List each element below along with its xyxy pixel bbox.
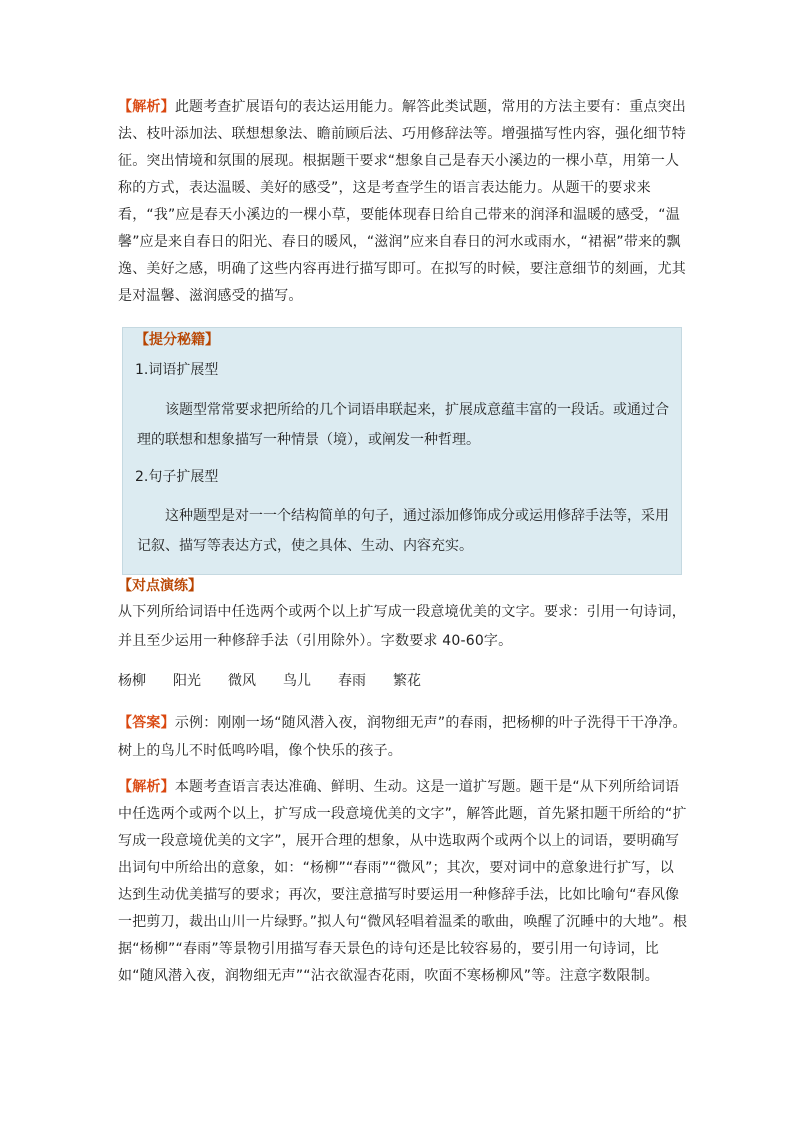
- answer-text: 示例：刚刚一场“随风潜入夜，润物细无声”的春雨，把杨柳的叶子洗得干干净净。树上的鸟儿不时低鸣吟唱，像个快乐的孩子。: [118, 715, 687, 759]
- analysis-paragraph-1: [118, 94, 688, 310]
- analysis-text-1: 此题考查扩展语句的表达运用能力。解答此类试题，常用的方法主要有：重点突出法、枝叶添加法、联想想象法、瞻前顾后法、巧用修辞法等。增强描写性内容，强化细节特征。突出情境和氛围的展现。根据题干要求“想象自己是春天小溪边的一棵小草，用第一人称的方式，表达温暖、美好的感受”，这是考查学生的语言表达能力。从题干的要求来看，“我”应是春天小溪边的一棵小草，要能体现春日给自己带来的润泽和温暖的感受，“温馨”应是来自春日的阳光、春日的暖风，“滋润”应来自春日的河水或雨水，“裙裾”带来的飘逸、美好之感，明确了这些内容再进行描写即可。在拟写的时候，要注意细节的刻画，尤其是对温馨、滋润感受的描写。: [118, 99, 687, 304]
- tips-heading-2: 2.句子扩展型: [135, 469, 219, 485]
- drill-title: 【对点演练】: [118, 578, 202, 594]
- word-item: 阳光: [173, 673, 201, 689]
- analysis-paragraph-2: [118, 774, 688, 990]
- tips-box: [122, 327, 682, 575]
- tips-body-1: 该题型常常要求把所给的几个词语串联起来，扩展成意蕴丰富的一段话。或通过合理的联想和想象描写一种情景（境），或阐发一种哲理。: [137, 402, 669, 448]
- word-item: 春雨: [338, 673, 366, 689]
- drill-question: 从下列所给词语中任选两个或两个以上扩写成一段意境优美的文字。要求：引用一句诗词，并且至少运用一种修辞手法（引用除外）。字数要求 40-60字。: [118, 604, 686, 649]
- word-item: 杨柳: [118, 673, 146, 689]
- tips-body-2: 这种题型是对一一个结构简单的句子，通过添加修饰成分或运用修辞手法等，采用记叙、描写等表达方式，使之具体、生动、内容充实。: [137, 508, 669, 554]
- analysis-tag-1: 【解析】: [118, 99, 175, 115]
- word-item: 鸟儿: [283, 673, 311, 689]
- answer-tag: 【答案】: [118, 715, 175, 731]
- word-item: 微风: [228, 673, 256, 689]
- answer-paragraph: [118, 709, 688, 765]
- word-item: 繁花: [393, 673, 421, 689]
- tips-heading-1: 1.词语扩展型: [135, 362, 219, 378]
- analysis-text-2: 本题考查语言表达准确、鲜明、生动。这是一道扩写题。题干是“从下列所给词语中任选两个或两个以上，扩写成一段意境优美的文字”，解答此题，首先紧扣题干所给的“扩写成一段意境优美的文字”，展开合理的想象，从中选取两个或两个以上的词语，要明确写出词句中所给出的意象，如：“杨柳”“春雨”“微风”；其次，要对词中的意象进行扩写，以达到生动优美描写的要求；再次，要注意描写时要运用一种修辞手法，比如比喻句“春风像一把剪刀，裁出山川一片绿野。”拟人句“微风轻唱着温柔的歌曲，唤醒了沉睡中的大地”。根据“杨柳”“春雨”等景物引用描写春天景色的诗句还是比较容易的，要引用一句诗词，比如“随风潜入夜，润物细无声”“沾衣欲湿杏花雨，吹面不寒杨柳风”等。注意字数限制。: [118, 779, 688, 984]
- analysis-tag-2: 【解析】: [118, 779, 175, 795]
- word-list: [118, 668, 448, 694]
- tips-title: 【提分秘籍】: [135, 332, 219, 348]
